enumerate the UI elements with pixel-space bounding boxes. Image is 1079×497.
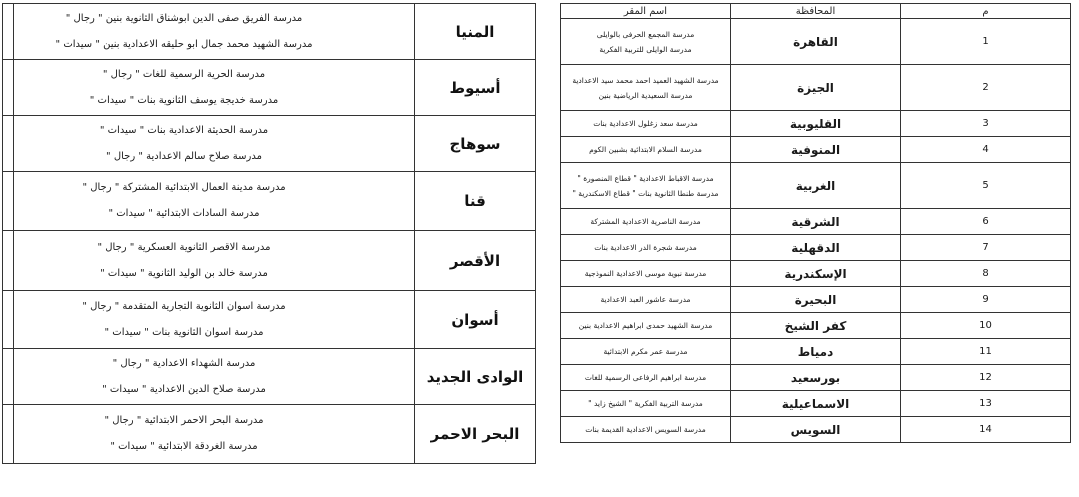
row-number: 4 [901,137,1071,163]
governorate-cell: القاهرة [731,19,901,65]
table-row [561,137,1071,163]
table-row [3,172,536,231]
hq-name: مدرسة ابراهيم الرفاعى الرسمية للغات [584,373,707,382]
hq-name: مدرسة نبوية موسى الاعدادية النموذجية [584,269,707,278]
right-table-header-row [561,4,1071,19]
table-row [561,235,1071,261]
governorate-cell: البحر الاحمر [415,405,536,464]
hq-name: مدرسة الفريق صفى الدين ابوشناق الثانوية بنين " رجال " [65,12,303,24]
hq-names-cell [561,19,731,65]
hq-name: مدرسة السادات الابتدائية " سيدات " [108,208,260,219]
governorate-cell: الإسكندرية [731,261,901,287]
hq-name: مدرسة الاقصر الثانوية العسكرية " رجال " [97,241,271,253]
edge-cell [3,291,14,349]
row-number: 2 [901,65,1071,111]
hq-names-cell [561,417,731,443]
governorate-cell: السويس [731,417,901,443]
hq-name: مدرسة الشهيد محمد جمال ابو حليقه الاعدادية بنين " سيدات " [55,38,313,50]
hq-names-cell [561,365,731,391]
governorate-cell: أسوان [415,291,536,349]
table-row [561,365,1071,391]
table-row [561,19,1071,65]
hq-names-cell [14,231,415,291]
hq-names-cell [14,349,415,405]
table-row [561,313,1071,339]
hq-names-cell [14,116,415,172]
governorate-cell: الشرقية [731,209,901,235]
table-row [561,65,1071,111]
hq-name: مدرسة البحر الاحمر الابتدائية " رجال " [104,415,264,426]
governorate-cell: الأقصر [415,231,536,291]
hq-name: مدرسة شجرة الدر الاعدادية بنات [594,243,697,252]
hq-name: مدرسة عاشور العبد الاعدادية [600,295,691,304]
hq-names-cell [561,209,731,235]
hq-names-cell [14,4,415,60]
hq-name: مدرسة عمر مكرم الابتدائية [603,347,688,356]
governorate-cell: الغربية [731,163,901,209]
table-row [3,116,536,172]
governorate-cell: القليوبية [731,111,901,137]
governorate-cell: سوهاج [415,116,536,172]
edge-cell [3,349,14,405]
table-row [561,163,1071,209]
row-number: 12 [901,365,1071,391]
edge-cell [3,4,14,60]
edge-cell [3,405,14,464]
row-number: 14 [901,417,1071,443]
row-number: 11 [901,339,1071,365]
hq-names-cell [561,313,731,339]
left-table-body [3,4,536,464]
hq-name: مدرسة الحديثة الاعدادية بنات " سيدات " [99,124,269,136]
table-row [3,60,536,116]
hq-names-cell [561,111,731,137]
hq-name: مدرسة الوايلى للتربية الفكرية [599,44,692,54]
governorate-cell: بورسعيد [731,365,901,391]
hq-names-cell [561,235,731,261]
hq-name: مدرسة الناصرية الاعدادية المشتركة [590,217,701,226]
edge-cell [3,231,14,291]
hq-name: مدرسة صلاح الدين الاعدادية " سيدات " [102,383,266,395]
hq-name: مدرسة اسوان الثانوية بنات " سيدات " [104,326,264,338]
hq-names-cell [14,172,415,231]
hq-name: مدرسة الشهداء الاعدادية " رجال " [112,357,256,369]
governorate-cell: كفر الشيخ [731,313,901,339]
hq-name: مدرسة السويس الاعدادية القديمة بنات [585,425,706,434]
hq-name: مدرسة التربية الفكرية " الشيخ زايد " [588,399,703,408]
table-row [3,4,536,60]
edge-cell [3,60,14,116]
hq-name: مدرسة سعد زغلول الاعدادية بنات [593,119,698,128]
hq-name: مدرسة السعيدية الرياضية بنين [598,90,693,100]
row-number: 3 [901,111,1071,137]
governorate-cell: البحيرة [731,287,901,313]
hq-name: مدرسة الحرية الرسمية للغات " رجال " [102,68,266,80]
row-number: 13 [901,391,1071,417]
row-number: 8 [901,261,1071,287]
hq-name: مدرسة السلام الابتدائية بشبين الكوم [589,145,702,154]
hq-names-cell [561,339,731,365]
table-row [3,291,536,349]
governorate-cell: قنا [415,172,536,231]
governorate-cell: الدقهلية [731,235,901,261]
row-number: 9 [901,287,1071,313]
hq-name: مدرسة الغردقة الابتدائية " سيدات " [110,441,258,452]
header-hq-name: اسم المقر [561,4,731,19]
table-row [3,405,536,464]
hq-names-cell [561,287,731,313]
governorate-cell: المنوفية [731,137,901,163]
hq-names-cell [561,163,731,209]
hq-names-cell [561,65,731,111]
table-row [561,287,1071,313]
hq-names-cell [14,291,415,349]
table-row [561,261,1071,287]
header-num: م [901,4,1071,19]
hq-names-cell [561,137,731,163]
governorate-cell: أسيوط [415,60,536,116]
governorate-cell: دمياط [731,339,901,365]
left-table [2,3,536,464]
right-table [560,3,1071,443]
row-number: 7 [901,235,1071,261]
hq-name: مدرسة خديجة يوسف الثانوية بنات " سيدات " [89,94,279,106]
row-number: 6 [901,209,1071,235]
table-row [561,111,1071,137]
hq-name: مدرسة الشهيد العميد احمد محمد سيد الاعدادية [572,75,719,85]
row-number: 5 [901,163,1071,209]
edge-cell [3,116,14,172]
hq-name: مدرسة صلاح سالم الاعدادية " رجال " [106,150,262,162]
table-row [3,231,536,291]
hq-name: مدرسة الشهيد حمدى ابراهيم الاعدادية بنين [578,321,713,330]
row-number: 10 [901,313,1071,339]
governorate-cell: الاسماعيلية [731,391,901,417]
hq-names-cell [561,261,731,287]
governorate-cell: الوادى الجديد [415,349,536,405]
hq-names-cell [561,391,731,417]
governorate-cell: المنيا [415,4,536,60]
hq-names-cell [14,405,415,464]
right-table-body [561,19,1071,443]
table-row [561,391,1071,417]
hq-name: مدرسة طنطا الثانوية بنات " قطاع الاسكندرية " [572,188,719,198]
governorate-cell: الجيزة [731,65,901,111]
table-row [561,339,1071,365]
table-row [561,417,1071,443]
row-number: 1 [901,19,1071,65]
hq-name: مدرسة المجمع الحرفى بالوايلى [596,29,695,39]
hq-name: مدرسة مدينة العمال الابتدائية المشتركة " رجال " [82,182,286,193]
hq-name: مدرسة اسوان الثانوية التجارية المتقدمة " رجال " [82,300,286,312]
hq-name: مدرسة خالد بن الوليد الثانوية " سيدات " [100,267,268,279]
table-row [3,349,536,405]
header-governorate: المحافظة [731,4,901,19]
edge-cell [3,172,14,231]
table-row [561,209,1071,235]
hq-name: مدرسة الاقباط الاعدادية " قطاع المنصورة " [577,173,714,183]
hq-names-cell [14,60,415,116]
